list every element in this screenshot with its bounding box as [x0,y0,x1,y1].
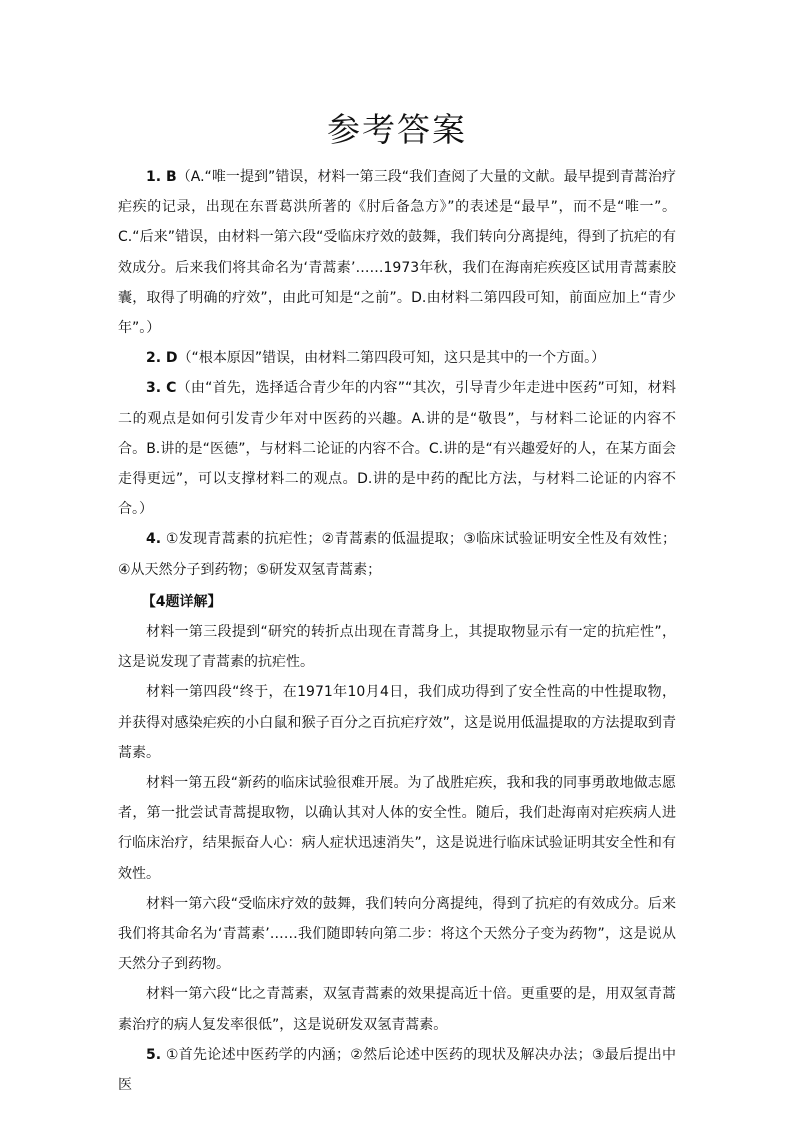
answer-2 [118,343,676,373]
answer-4-detail-paragraph: 材料一第四段“终于，在1971年10月4日，我们成功得到了安全性高的中性提取物，并获得对感染疟疾的小白鼠和猴子百分之百抗疟疗效”，这是说用低温提取的方法提取到青蒿素。 [118,684,676,761]
answer-5 [118,1040,676,1100]
answer-4-detail-paragraph: 材料一第三段提到“研究的转折点出现在青蒿身上，其提取物显示有一定的抗疟性”，这是说发现了青蒿素的抗疟性。 [118,624,676,671]
answer-4 [118,524,676,584]
answer-3-text: （由“首先，选择适合青少年的内容”“其次，引导青少年走进中医药”可知，材料二的观点是如何引发青少年对中医药的兴趣。A.讲的是“敬畏”，与材料二论证的内容不合。B.讲的是“医德”，与材料二论证的内容不合。C.讲的是“有兴趣爱好的人，在某方面会走得更远”，可以支撑材料二的观点。D.讲的是中药的配比方法，与材料二论证的内容不合。） [118,380,676,518]
answer-body [118,162,676,1100]
answer-4-detail-paragraph: 材料一第五段“新药的临床试验很难开展。为了战胜疟疾，我和我的同事勇敢地做志愿者，第一批尝试青蒿提取物，以确认其对人体的安全性。随后，我们赴海南对疟疾病人进行临床治疗，结果振奋人心：病人症状迅速消失”，这是说进行临床试验证明其安全性和有效性。 [118,775,676,882]
answer-3 [118,373,676,524]
answer-5-number: 5. [146,1046,162,1063]
answer-2-text: （“根本原因”错误，由材料二第四段可知，这只是其中的一个方面。） [177,350,606,367]
answer-1-text: （A.“唯一提到”错误，材料一第三段“我们查阅了大量的文献。最早提到青蒿治疗疟疾的记录，出现在东晋葛洪所著的《肘后备急方》”的表述是“最早”，而不是“唯一”。 C.“后来”错误，由材料一第六段“受临床疗效的鼓舞，我们转向分离提纯，得到了抗疟的有效成分。后来我们将其命名为‘青蒿素’……1973年秋，我们在海南疟疾疫区试用青蒿素胶囊，取得了明确的疗效”，由此可知是“之前”。D.由材料二第四段可知，前面应加上“青少年”。） [118,169,676,337]
answer-4-detail-paragraph: 材料一第六段“受临床疗效的鼓舞，我们转向分离提纯，得到了抗疟的有效成分。后来我们将其命名为‘青蒿素’……我们随即转向第二步：将这个天然分子变为药物”，这是说从天然分子到药物。 [118,895,676,973]
answer-4-number: 4. [146,531,162,548]
answer-4-detail-heading: 【4题详解】 [141,593,222,610]
answer-2-number: 2. D [146,350,178,367]
answer-5-text: ①首先论述中医药学的内涵；②然后论述中医药的现状及解决办法；③最后提出中医 [118,1046,676,1094]
answer-1 [118,162,676,343]
page-title: 参考答案 [327,110,467,149]
answer-1-number: 1. B [146,169,177,185]
answer-4-text: ①发现青蒿素的抗疟性；②青蒿素的低温提取；③临床试验证明安全性及有效性；④从天然分子到药物；⑤研发双氢青蒿素； [118,531,676,578]
answer-4-detail-paragraph: 材料一第六段“比之青蒿素，双氢青蒿素的效果提高近十倍。更重要的是，用双氢青蒿素治疗的病人复发率很低”，这是说研发双氢青蒿素。 [118,986,676,1033]
answer-3-number: 3. C [146,380,177,397]
